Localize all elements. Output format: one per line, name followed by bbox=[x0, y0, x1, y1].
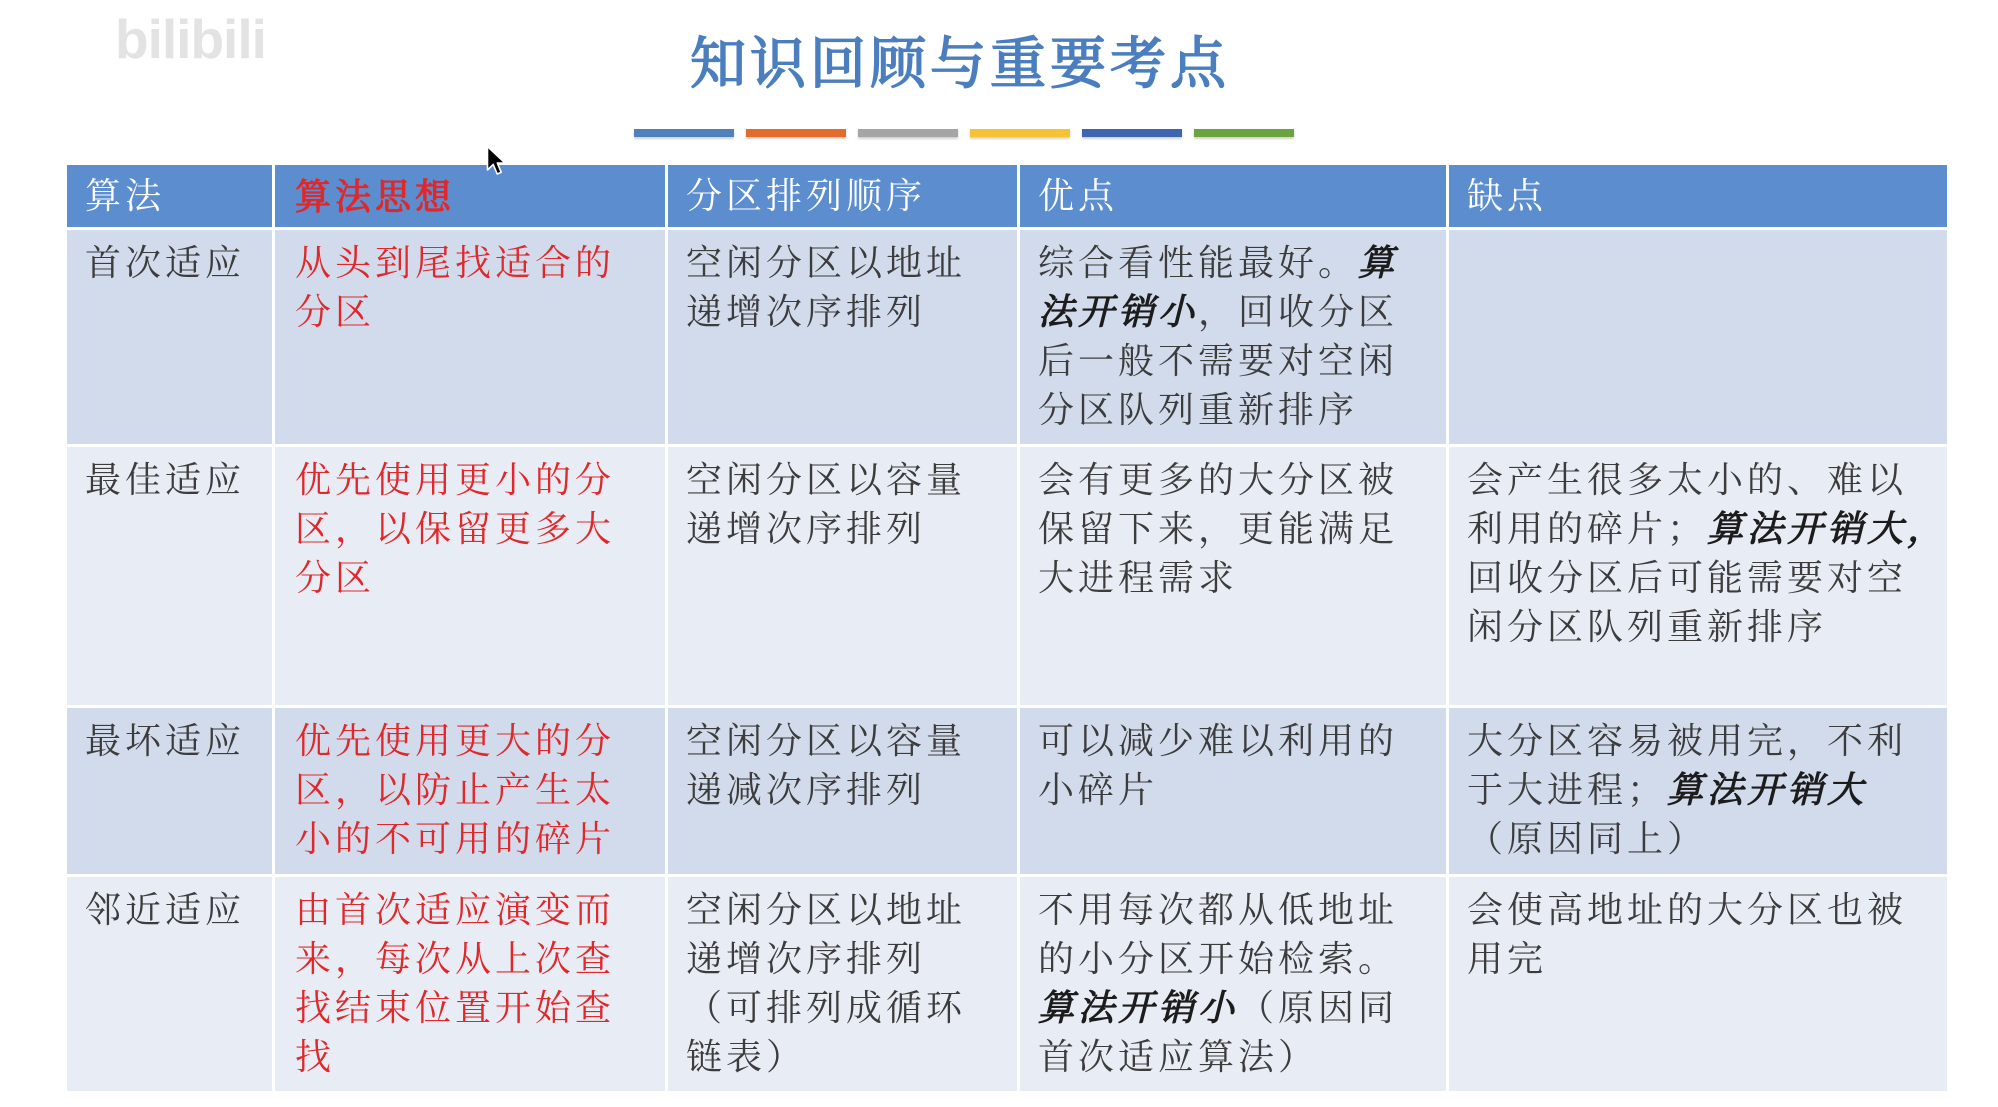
cell-text: 分区 bbox=[295, 292, 376, 333]
cell-text-line bbox=[1467, 886, 1947, 935]
cell-text-line bbox=[1467, 554, 1947, 603]
cell-text: 保留下来，更能满足 bbox=[1038, 509, 1399, 550]
cell-text: 找结束位置开始查 bbox=[295, 988, 616, 1029]
cell-text: 递减次序排列 bbox=[686, 770, 927, 811]
cell-text: 后一般不需要对空闲 bbox=[1038, 341, 1399, 382]
cell-text-line bbox=[295, 886, 665, 935]
cell-text: 用完 bbox=[1467, 939, 1548, 980]
cell-text-line bbox=[686, 935, 1017, 984]
cell-text-line bbox=[686, 456, 1017, 505]
accent-bar-orange bbox=[746, 129, 846, 137]
cell-text: 首次适应算法） bbox=[1038, 1037, 1319, 1078]
emphasized-text: 算法开销大， bbox=[1707, 508, 1948, 550]
cell-text-line bbox=[1038, 984, 1446, 1033]
cell-text-line bbox=[1467, 815, 1947, 864]
cell-text: 回收分区后可能需要对空 bbox=[1467, 558, 1908, 599]
cell-text-line bbox=[1038, 386, 1446, 435]
title-accent-bars bbox=[634, 129, 1294, 137]
cell-text-line bbox=[1038, 1033, 1446, 1082]
emphasized-text: 算 bbox=[1358, 242, 1399, 284]
cell-text: 递增次序排列 bbox=[686, 292, 927, 333]
cell-text: 小碎片 bbox=[1038, 770, 1159, 811]
cell-text: 优先使用更大的分 bbox=[295, 721, 616, 762]
header-cell-order: 分区排列顺序 bbox=[668, 165, 1020, 230]
cell-text: 的小分区开始检索。 bbox=[1038, 939, 1399, 980]
cell-text-line bbox=[295, 984, 665, 1033]
header-cell-advantages: 优点 bbox=[1020, 165, 1449, 230]
cell-text-line bbox=[686, 886, 1017, 935]
cell-text: 会有更多的大分区被 bbox=[1038, 460, 1399, 501]
accent-bar-yellow bbox=[970, 129, 1070, 137]
cell-text: 找 bbox=[295, 1037, 336, 1078]
cell-text: 区，以保留更多大 bbox=[295, 509, 616, 550]
cell-text-line bbox=[295, 717, 665, 766]
partition-order-cell bbox=[668, 230, 1020, 447]
disadvantages-cell bbox=[1449, 877, 1947, 1094]
cell-text-line bbox=[1467, 505, 1947, 554]
cell-text-line bbox=[1467, 935, 1947, 984]
table-row-worst-fit bbox=[67, 708, 1947, 877]
cell-text-line bbox=[686, 1033, 1017, 1082]
cell-text: 递增次序排列 bbox=[686, 939, 927, 980]
cell-text: 来，每次从上次查 bbox=[295, 939, 616, 980]
cell-text-line bbox=[295, 505, 665, 554]
advantages-cell bbox=[1020, 708, 1449, 877]
cell-text-line bbox=[85, 456, 272, 505]
cell-text-line bbox=[85, 717, 272, 766]
cell-text-line bbox=[1467, 717, 1947, 766]
cell-text: 闲分区队列重新排序 bbox=[1467, 607, 1828, 648]
cell-text-line bbox=[1038, 456, 1446, 505]
mouse-pointer-icon bbox=[486, 145, 508, 177]
cell-text-line bbox=[85, 886, 272, 935]
cell-text: 小的不可用的碎片 bbox=[295, 819, 616, 860]
disadvantages-cell bbox=[1449, 447, 1947, 708]
cell-text-line bbox=[295, 554, 665, 603]
cell-text-line bbox=[1038, 337, 1446, 386]
partition-order-cell bbox=[668, 877, 1020, 1094]
partition-order-cell bbox=[668, 447, 1020, 708]
cell-text: 邻近适应 bbox=[85, 890, 246, 931]
cell-text-line bbox=[85, 239, 272, 288]
algorithm-idea-cell bbox=[275, 230, 668, 447]
accent-bar-green bbox=[1194, 129, 1294, 137]
cell-text: 优先使用更小的分 bbox=[295, 460, 616, 501]
accent-bar-gray bbox=[858, 129, 958, 137]
cell-text-line bbox=[295, 766, 665, 815]
bilibili-watermark-logo: bilibili bbox=[115, 8, 266, 70]
cell-text-line bbox=[1038, 554, 1446, 603]
advantages-cell bbox=[1020, 447, 1449, 708]
cell-text: 区，以防止产生太 bbox=[295, 770, 616, 811]
cell-text: 利用的碎片； bbox=[1467, 509, 1708, 550]
accent-bar-dark-blue bbox=[1082, 129, 1182, 137]
cell-text-line bbox=[1467, 603, 1947, 652]
cell-text: 最佳适应 bbox=[85, 460, 246, 501]
header-cell-idea: 算法思想 bbox=[275, 165, 668, 230]
cell-text: 空闲分区以地址 bbox=[686, 243, 967, 284]
cell-text: ，回收分区 bbox=[1198, 292, 1399, 333]
cell-text-line bbox=[1038, 766, 1446, 815]
cell-text-line bbox=[1038, 288, 1446, 337]
cell-text: 分区 bbox=[295, 558, 376, 599]
cell-text-line bbox=[295, 1033, 665, 1082]
cell-text: 可以减少难以利用的 bbox=[1038, 721, 1399, 762]
emphasized-text: 算法开销大 bbox=[1667, 769, 1868, 811]
cell-text-line bbox=[686, 288, 1017, 337]
algorithm-name-cell bbox=[67, 447, 275, 708]
cell-text: 空闲分区以容量 bbox=[686, 460, 967, 501]
advantages-cell bbox=[1020, 230, 1449, 447]
disadvantages-cell bbox=[1449, 230, 1947, 447]
header-cell-disadvantages: 缺点 bbox=[1449, 165, 1947, 230]
cell-text-line bbox=[1038, 935, 1446, 984]
cell-text-line bbox=[295, 239, 665, 288]
cell-text: 大进程需求 bbox=[1038, 558, 1239, 599]
cell-text-line bbox=[1467, 766, 1947, 815]
cell-text: 空闲分区以容量 bbox=[686, 721, 967, 762]
emphasized-text: 法开销小 bbox=[1038, 291, 1199, 333]
cell-text-line bbox=[1038, 717, 1446, 766]
table-row-best-fit bbox=[67, 447, 1947, 708]
cell-text: 由首次适应演变而 bbox=[295, 890, 616, 931]
cell-text: （原因同上） bbox=[1467, 819, 1708, 860]
allocation-algorithms-table bbox=[67, 165, 1947, 1094]
cell-text: 首次适应 bbox=[85, 243, 246, 284]
partition-order-cell bbox=[668, 708, 1020, 877]
header-cell-algorithm: 算法 bbox=[67, 165, 275, 230]
cell-text-line bbox=[686, 766, 1017, 815]
cell-text-line bbox=[295, 935, 665, 984]
cell-text: 分区队列重新排序 bbox=[1038, 390, 1359, 431]
emphasized-text: 算法开销小 bbox=[1038, 987, 1239, 1029]
algorithm-idea-cell bbox=[275, 447, 668, 708]
algorithm-name-cell bbox=[67, 230, 275, 447]
algorithm-idea-cell bbox=[275, 708, 668, 877]
algorithm-idea-cell bbox=[275, 877, 668, 1094]
cell-text: 不用每次都从低地址 bbox=[1038, 890, 1399, 931]
table-header-row bbox=[67, 165, 1947, 230]
cell-text: （可排列成循环 bbox=[686, 988, 967, 1029]
disadvantages-cell bbox=[1449, 708, 1947, 877]
cell-text-line bbox=[686, 984, 1017, 1033]
cell-text: 会使高地址的大分区也被 bbox=[1467, 890, 1908, 931]
cell-text-line bbox=[686, 239, 1017, 288]
cell-text: 从头到尾找适合的 bbox=[295, 243, 616, 284]
slide-title: 知识回顾与重要考点 bbox=[690, 31, 1230, 97]
cell-text-line bbox=[686, 505, 1017, 554]
cell-text-line bbox=[686, 717, 1017, 766]
table-row-first-fit bbox=[67, 230, 1947, 447]
cell-text: 链表） bbox=[686, 1037, 807, 1078]
cell-text-line bbox=[1038, 886, 1446, 935]
cell-text: （原因同 bbox=[1238, 988, 1399, 1029]
cell-text: 综合看性能最好。 bbox=[1038, 243, 1359, 284]
advantages-cell bbox=[1020, 877, 1449, 1094]
cell-text-line bbox=[1467, 456, 1947, 505]
cell-text: 会产生很多太小的、难以 bbox=[1467, 460, 1908, 501]
cell-text-line bbox=[295, 288, 665, 337]
table-row-next-fit bbox=[67, 877, 1947, 1094]
algorithm-name-cell bbox=[67, 877, 275, 1094]
cell-text: 递增次序排列 bbox=[686, 509, 927, 550]
cell-text-line bbox=[1038, 239, 1446, 288]
cell-text-line bbox=[295, 456, 665, 505]
cell-text-line bbox=[295, 815, 665, 864]
cell-text: 大分区容易被用完，不利 bbox=[1467, 721, 1908, 762]
accent-bar-blue bbox=[634, 129, 734, 137]
cell-text: 空闲分区以地址 bbox=[686, 890, 967, 931]
cell-text: 最坏适应 bbox=[85, 721, 246, 762]
cell-text: 于大进程； bbox=[1467, 770, 1668, 811]
cell-text-line bbox=[1038, 505, 1446, 554]
algorithm-name-cell bbox=[67, 708, 275, 877]
